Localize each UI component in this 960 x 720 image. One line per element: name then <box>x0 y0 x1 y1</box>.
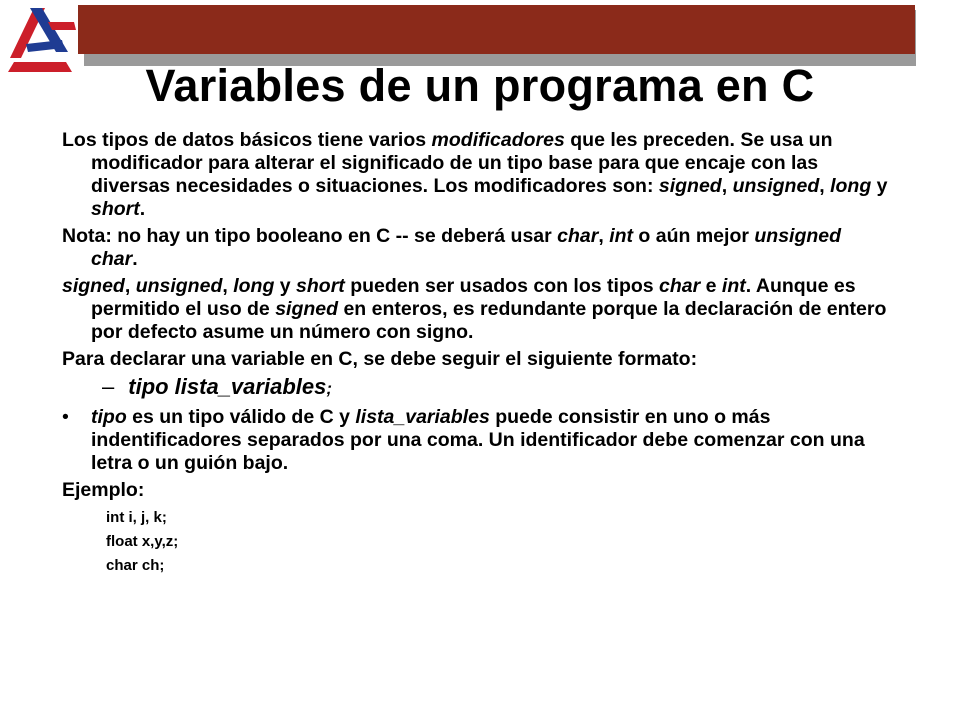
slide-title: Variables de un programa en C <box>145 60 815 111</box>
example-label: Ejemplo: <box>62 479 145 501</box>
dash-marker: – <box>102 374 115 399</box>
slide-body <box>62 129 892 578</box>
bullet-dot: • <box>62 406 69 428</box>
paragraph-modifiers: Los tipos de datos básicos tiene varios modificadores que les preceden. Se usa un modificador para alterar el significado de un tipo base para que encaje con las diversas necesidades o situaciones. Los modificadores son: signed, unsigned, long y short. <box>62 129 888 220</box>
paragraph-boolean-note: Nota: no hay un tipo booleano en C -- se deberá usar char, int o aún mejor unsigned char. <box>62 225 842 270</box>
format-syntax: – tipo lista_variables; <box>102 374 333 399</box>
title-bar <box>78 5 915 54</box>
code-line-char: char ch; <box>106 557 165 574</box>
bullet-type-explanation: • tipo es un tipo válido de C y lista_variables puede consistir en uno o más indentificadores separados por una coma. Un identificador debe comenzar con una letra o un guión bajo. <box>62 406 865 474</box>
paragraph-signed-usage: signed, unsigned, long y short pueden ser usados con los tipos char e int. Aunque es permitido el uso de signed en enteros, es redundante porque la declaración de entero por defecto asume un número con signo. <box>62 275 887 343</box>
paragraph-declaration-format: Para declarar una variable en C, se debe seguir el siguiente formato: <box>62 348 698 370</box>
code-line-int: int i, j, k; <box>106 509 167 526</box>
code-line-float: float x,y,z; <box>106 533 179 550</box>
logo-red-accent <box>48 22 76 30</box>
